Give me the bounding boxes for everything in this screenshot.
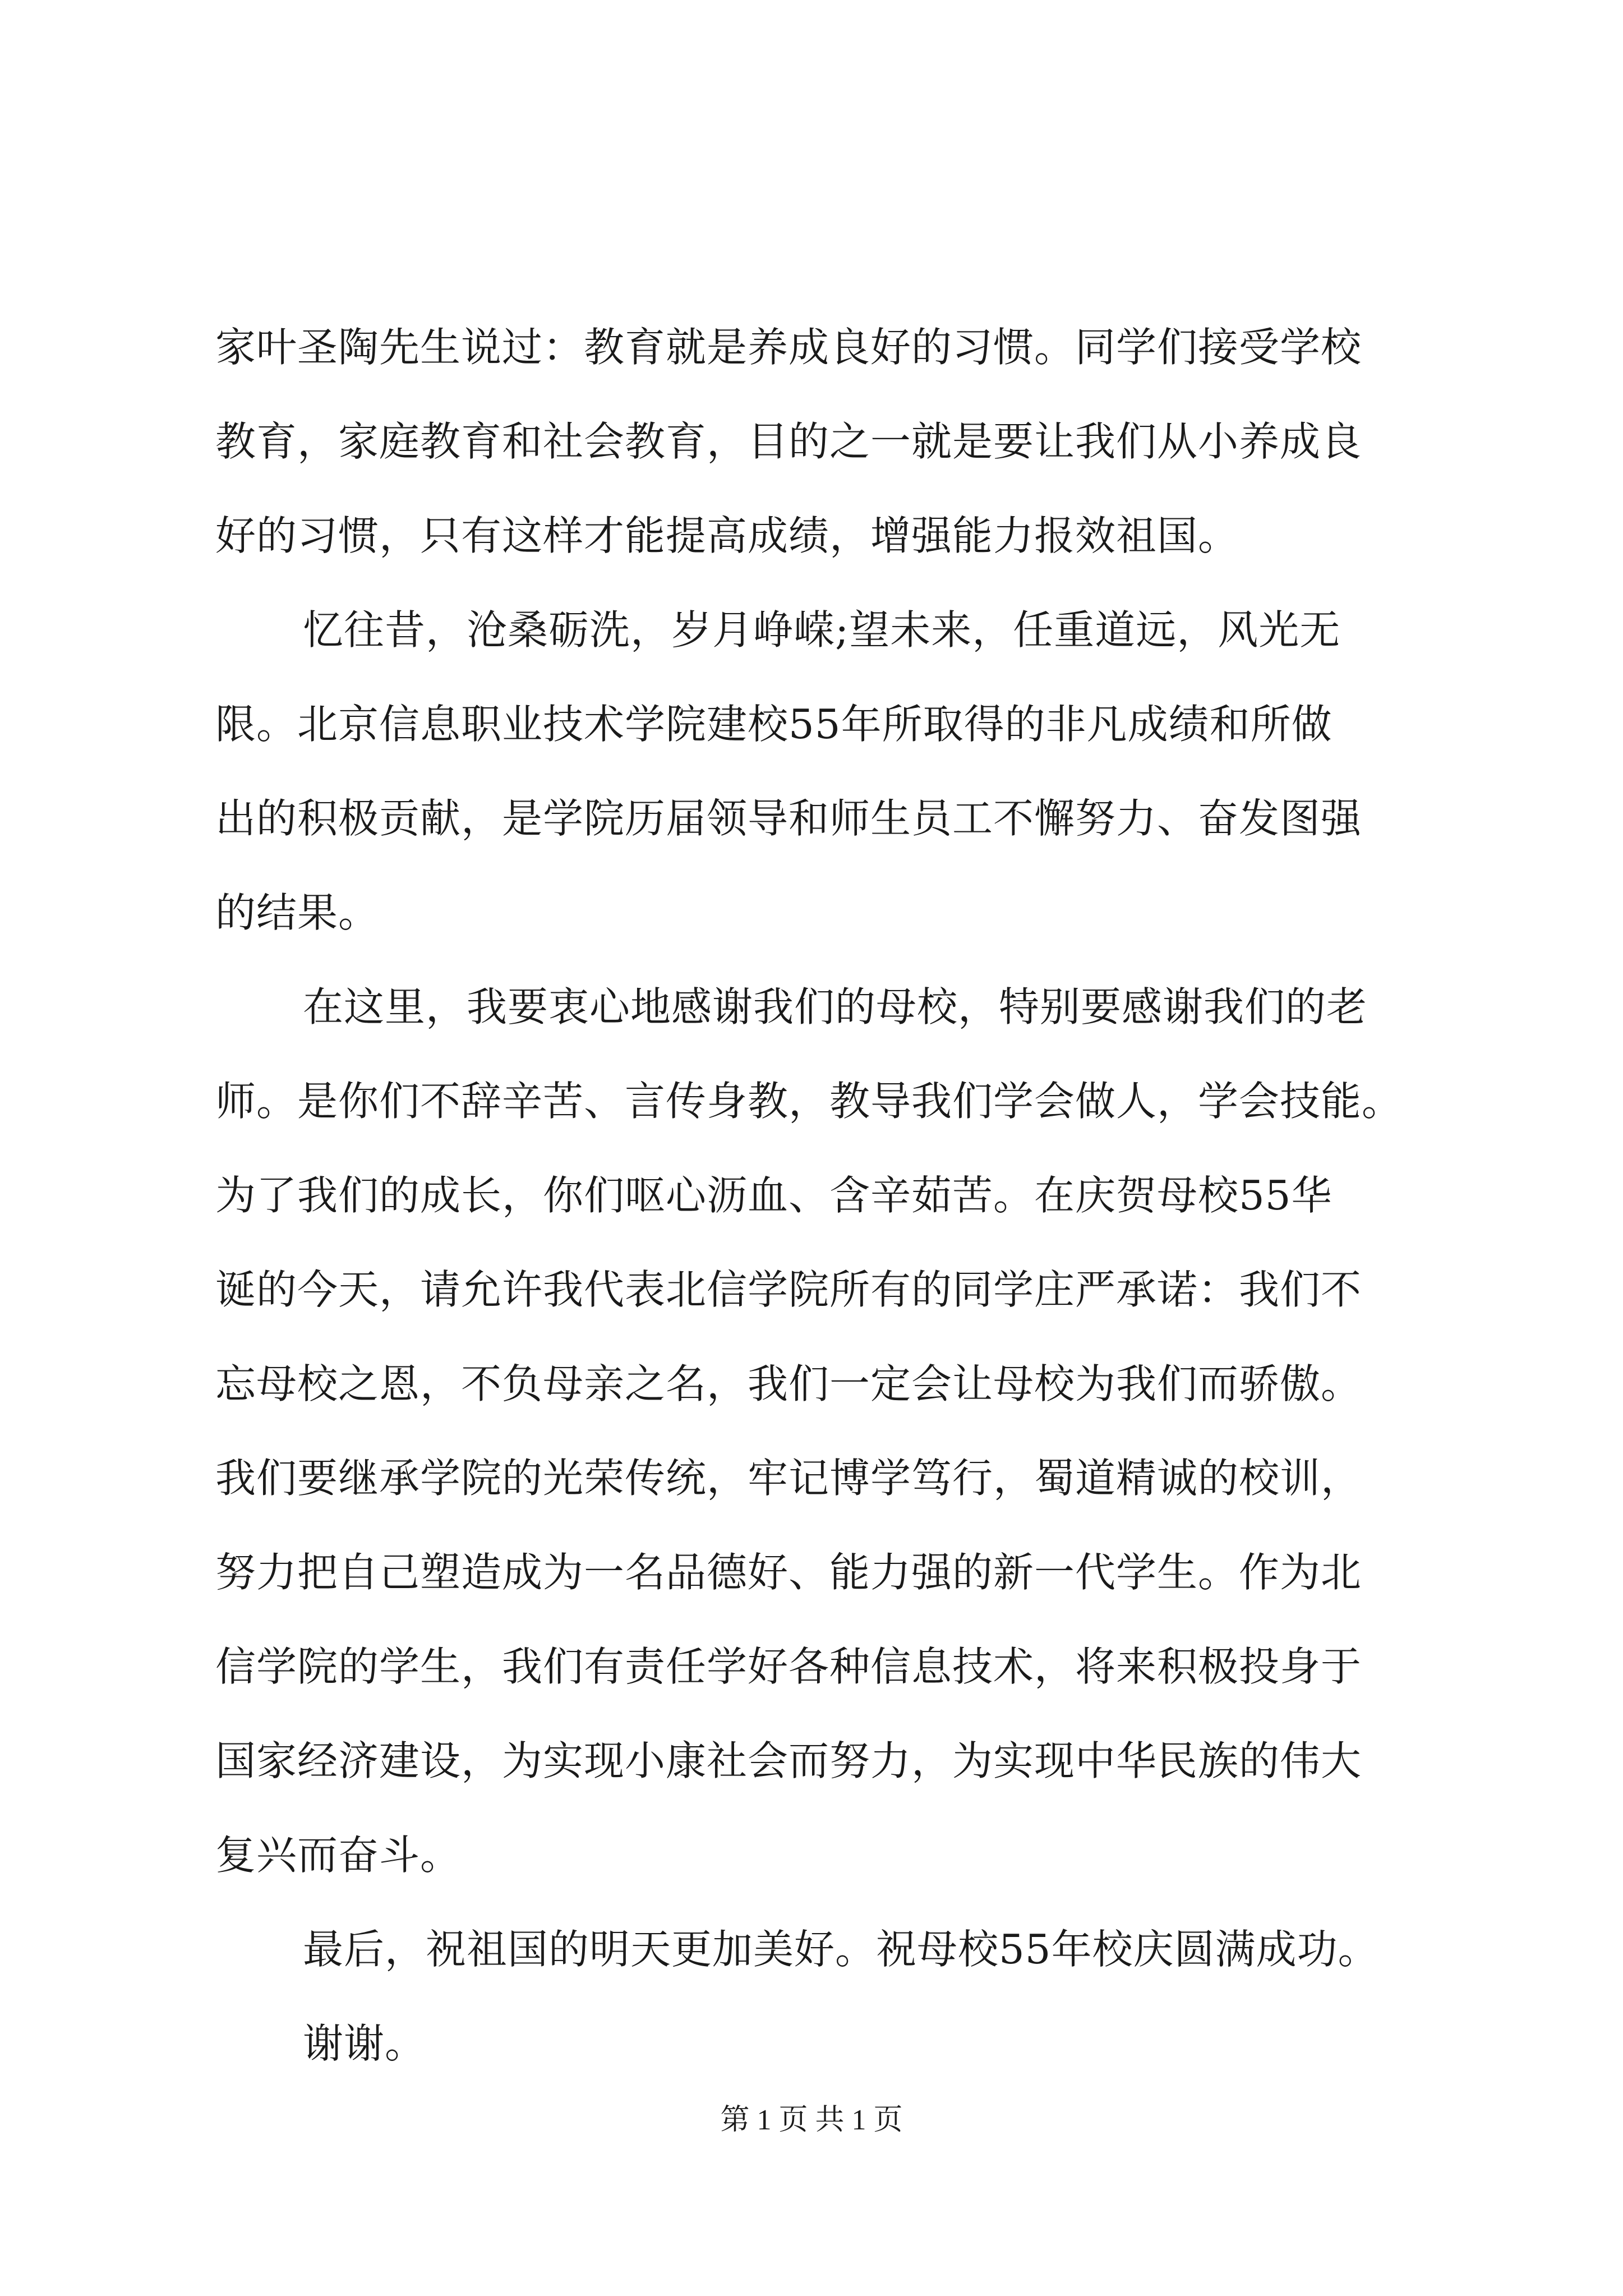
text-line: 的结果。 [215, 889, 380, 936]
text-line: 教育，家庭教育和社会教育，目的之一就是要让我们从小养成良 [215, 418, 1362, 465]
text-line: 复兴而奋斗。 [215, 1832, 462, 1879]
text-line: 家叶圣陶先生说过：教育就是养成良好的习惯。同学们接受学校 [215, 324, 1362, 371]
paragraph-start-line: 最后，祝祖国的明天更加美好。祝母校55年校庆圆满成功。 [303, 1926, 1379, 1973]
text-line: 诞的今天，请允许我代表北信学院所有的同学庄严承诺：我们不 [215, 1266, 1362, 1313]
paragraph-start-line: 谢谢。 [303, 2020, 426, 2067]
text-line: 努力把自己塑造成为一名品德好、能力强的新一代学生。作为北 [215, 1549, 1362, 1596]
text-line: 为了我们的成长，你们呕心沥血、含辛茹苦。在庆贺母校55华 [215, 1172, 1332, 1219]
text-line: 我们要继承学院的光荣传统，牢记博学笃行，蜀道精诚的校训， [215, 1455, 1362, 1502]
page-number-label: 第 1 页 共 1 页 [720, 2104, 903, 2136]
text-line: 师。是你们不辞辛苦、言传身教，教导我们学会做人，学会技能。 [215, 1078, 1403, 1125]
document-body [215, 300, 1421, 2091]
paragraph-start-line: 在这里，我要衷心地感谢我们的母校，特别要感谢我们的老 [303, 983, 1368, 1030]
paragraph-start-line: 忆往昔，沧桑砺洗，岁月峥嵘;望未来，任重道远，风光无 [303, 606, 1341, 654]
page-footer [0, 2101, 1623, 2140]
text-line: 信学院的学生，我们有责任学好各种信息技术，将来积极投身于 [215, 1643, 1362, 1690]
text-line: 限。北京信息职业技术学院建校55年所取得的非凡成绩和所做 [215, 701, 1332, 748]
text-line: 忘母校之恩，不负母亲之名，我们一定会让母校为我们而骄傲。 [215, 1360, 1362, 1407]
text-line: 好的习惯，只有这样才能提高成绩，增强能力报效祖国。 [215, 512, 1239, 559]
text-line: 国家经济建设，为实现小康社会而努力，为实现中华民族的伟大 [215, 1737, 1362, 1784]
text-line: 出的积极贡献，是学院历届领导和师生员工不懈努力、奋发图强 [215, 795, 1362, 842]
